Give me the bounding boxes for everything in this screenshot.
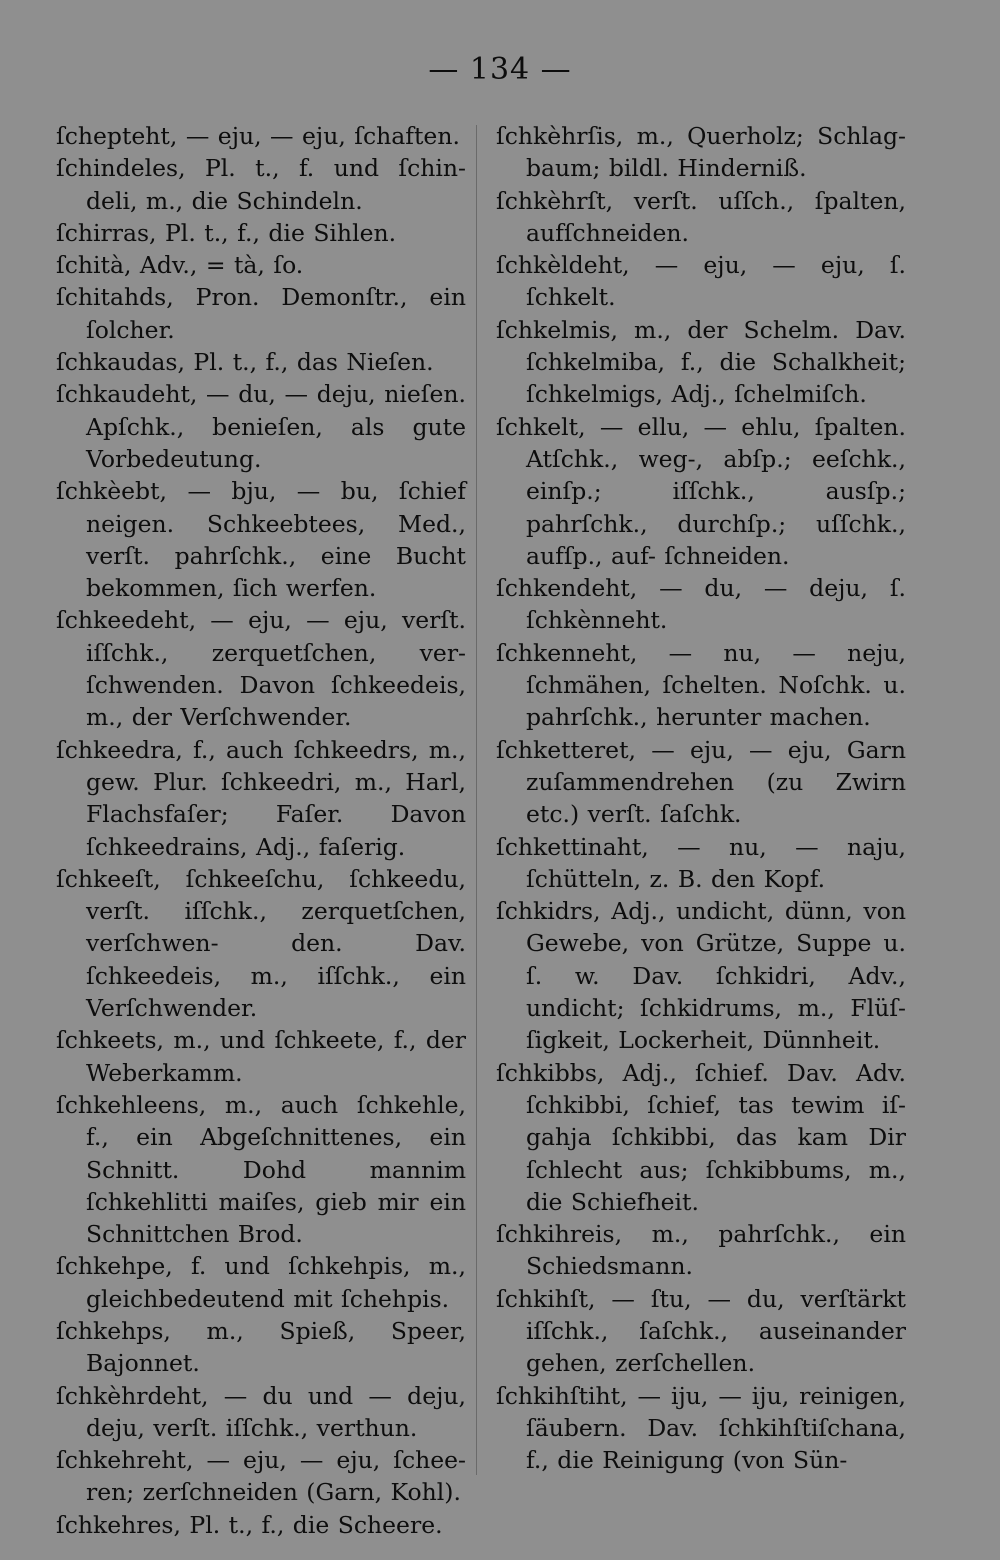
- dictionary-entry: ſchkibbs, Adj., ſchief. Dav. Adv. ſchkibbi, ſchief, tas tewim iſ- gahja ſchkibbi, das kam Dir ſchlecht aus; ſchkibbums, m., die Schiefheit.: [496, 1058, 906, 1216]
- dictionary-entry: ſchkaudas, Pl. t., f., das Nieſen.: [56, 348, 434, 377]
- page-number: — 134 —: [428, 52, 572, 87]
- column-divider: [476, 125, 477, 1475]
- dictionary-entry: ſchkehres, Pl. t., f., die Scheere.: [56, 1510, 443, 1539]
- dictionary-entry: ſchkèhrdeht, — du und — deju, deju, verſt. iſſchk., verthun.: [56, 1381, 466, 1442]
- dictionary-entry: ſchkelt, — ellu, — ehlu, ſpalten. Atſchk., weg-, abſp.; eeſchk., einſp.; iſſchk., ausſp.; pahrſchk., durchſp.; uſſchk., aufſp., auf- ſchneiden.: [496, 412, 906, 570]
- dictionary-entry: ſchità, Adv., = tà, ſo.: [56, 251, 304, 280]
- dictionary-entry: ſchkidrs, Adj., undicht, dünn, von Gewebe, von Grütze, Suppe u. ſ. w. Dav. ſchkidri, Adv., undicht; ſchkidrums, m., Flüſ- ſigkeit, Lockerheit, Dünnheit.: [496, 897, 906, 1055]
- dictionary-entry: ſchepteht, — eju, — eju, ſchaften.: [56, 122, 460, 150]
- dictionary-entry: ſchkehleens, m., auch ſchkehle, f., ein Abgeſchnittenes, ein Schnitt. Dohd mannim ſchkehlitti maiſes, gieb mir ein Schnittchen Brod.: [56, 1090, 466, 1249]
- dictionary-entry: ſchindeles, Pl. t., f. und ſchin- deli, m., die Schindeln.: [56, 154, 466, 215]
- dictionary-entry: ſchketteret, — eju, — eju, Garn zuſammendrehen (zu Zwirn etc.) verſt. ſaſchk.: [496, 735, 906, 829]
- dictionary-entry: ſchkelmis, m., der Schelm. Dav. ſchkelmiba, f., die Schalkheit; ſchkelmigs, Adj., ſchelmiſch.: [496, 315, 906, 409]
- dictionary-entry: ſchkettinaht, — nu, — naju, ſchütteln, z. B. den Kopf.: [496, 832, 906, 893]
- dictionary-entry: ſchkèldeht, — eju, — eju, ſ. ſchkelt.: [496, 251, 906, 312]
- dictionary-entry: ſchkihſt, — ſtu, — du, verſtärkt iſſchk., ſaſchk., auseinander gehen, zerſchellen.: [496, 1284, 906, 1378]
- right-column: [496, 120, 906, 1476]
- left-column: [56, 120, 466, 1541]
- dictionary-entry: ſchkèhrſt, verſt. uſſch., ſpalten, aufſchneiden.: [496, 186, 906, 247]
- dictionary-entry: ſchkehreht, — eju, — eju, ſchee- ren; zerſchneiden (Garn, Kohl).: [56, 1446, 466, 1507]
- dictionary-entry: ſchkèebt, — bju, — bu, ſchief neigen. Schkeebtees, Med., verſt. pahrſchk., eine Bucht bekommen, ſich werfen.: [56, 477, 466, 603]
- dictionary-entry: ſchkeedeht, — eju, — eju, verſt. iſſchk., zerquetſchen, ver- ſchwenden. Davon ſchkeedeis, m., der Verſchwender.: [56, 606, 466, 732]
- dictionary-entry: ſchkendeht, — du, — deju, ſ. ſchkènneht.: [496, 574, 906, 635]
- dictionary-entry: ſchirras, Pl. t., f., die Sihlen.: [56, 218, 397, 247]
- dictionary-entry: ſchkeets, m., und ſchkeete, f., der Weberkamm.: [56, 1026, 466, 1087]
- dictionary-entry: ſchkihreis, m., pahrſchk., ein Schiedsmann.: [496, 1220, 906, 1281]
- dictionary-entry: ſchkèhrſis, m., Querholz; Schlag- baum; bildl. Hinderniß.: [496, 122, 906, 183]
- dictionary-entry: ſchkenneht, — nu, — neju, ſchmähen, ſchelten. Noſchk. u. pahrſchk., herunter machen.: [496, 638, 906, 732]
- dictionary-entry: ſchkeeſt, ſchkeeſchu, ſchkeedu, verſt. iſſchk., zerquetſchen, verſchwen- den. Dav. ſchkeedeis, m., iſſchk., ein Verſchwender.: [56, 864, 466, 1023]
- dictionary-entry: ſchkaudeht, — du, — deju, nieſen. Apſchk., benieſen, als gute Vorbedeutung.: [56, 380, 466, 473]
- dictionary-entry: ſchkihſtiht, — iju, — iju, reinigen, ſäubern. Dav. ſchkihſtiſchana, f., die Reinigung (von Sün-: [496, 1381, 906, 1475]
- dictionary-entry: ſchkehpe, f. und ſchkehpis, m., gleichbedeutend mit ſchehpis.: [56, 1252, 466, 1313]
- dictionary-entry: ſchkehps, m., Spieß, Speer, Bajonnet.: [56, 1316, 466, 1378]
- dictionary-entry: ſchkeedra, f., auch ſchkeedrs, m., gew. Plur. ſchkeedri, m., Harl, Flachsfaſer; Faſer. Davon ſchkeedrains, Adj., faſerig.: [56, 735, 466, 861]
- dictionary-entry: ſchitahds, Pron. Demonſtr., ein ſolcher.: [56, 283, 466, 344]
